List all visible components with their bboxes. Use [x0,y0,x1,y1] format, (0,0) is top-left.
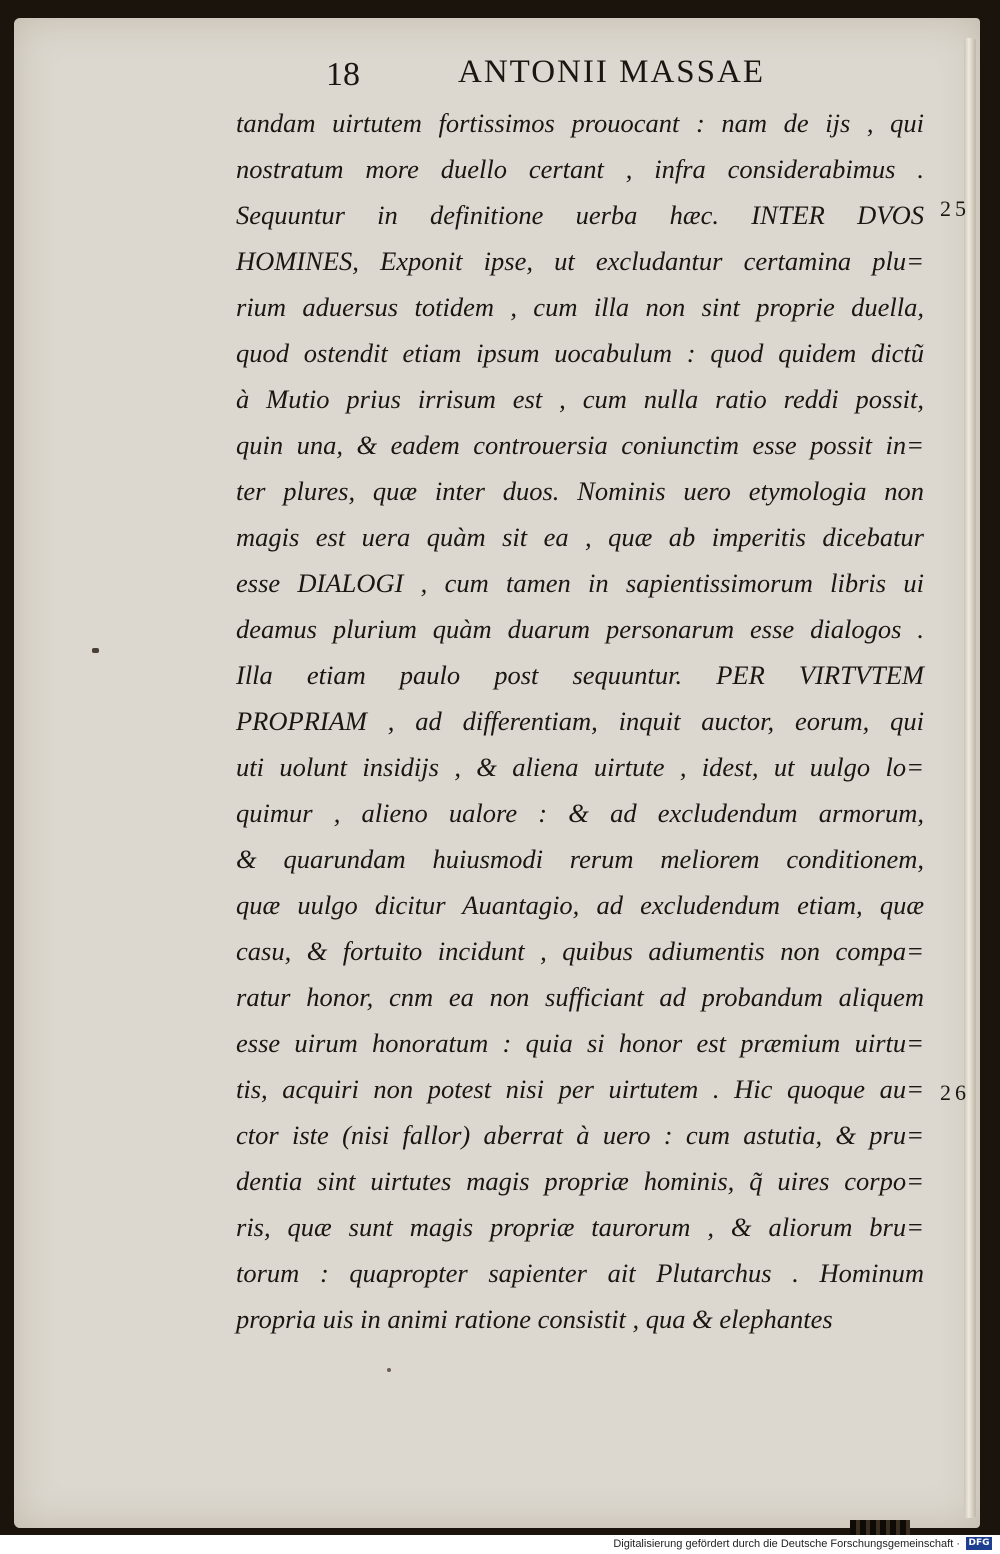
funding-credit: Digitalisierung gefördert durch die Deutsche Forschungsgemeinschaft · [613,1538,960,1550]
text-line: deamus plurium quàm duarum personarum esse dialogos . [236,614,924,644]
margin-note: 26 [940,1080,970,1105]
text-line: esse uirum honoratum : quia si honor est præmium uirtu= [236,1028,924,1058]
text-line: PROPRIAM , ad differentiam, inquit auctor, eorum, qui [236,706,924,736]
margin-note: 25 [940,196,970,221]
binding-thread [850,1520,910,1535]
text-line: dentia sint uirtutes magis propriæ hominis, q̃ uires corpo= [236,1166,924,1196]
text-line: propria uis in animi ratione consistit , qua & elephantes [236,1304,833,1334]
text-line: Illa etiam paulo post sequuntur. PER VIRTVTEM [236,660,924,690]
ink-speck [92,648,99,653]
text-line: ter plures, quæ inter duos. Nominis uero etymologia non [236,476,924,506]
body-text [236,100,924,1342]
text-line: HOMINES, Exponit ipse, ut excludantur certamina plu= [236,246,924,276]
text-line: esse DIALOGI , cum tamen in sapientissimorum libris ui [236,568,924,598]
text-line: quimur , alieno ualore : & ad excludendum armorum, [236,798,924,828]
digitization-footer [0,1535,1000,1554]
text-line: à Mutio prius irrisum est , cum nulla ratio reddi possit, [236,384,924,414]
text-line: ratur honor, cnm ea non sufficiant ad probandum aliquem [236,982,924,1012]
text-line: rium aduersus totidem , cum illa non sint proprie duella, [236,292,924,322]
text-line: quæ uulgo dicitur Auantagio, ad excludendum etiam, quæ [236,890,924,920]
text-line: torum : quapropter sapienter ait Plutarchus . Hominum [236,1258,924,1288]
text-line: magis est uera quàm sit ea , quæ ab imperitis dicebatur [236,522,924,552]
text-line: quin una, & eadem controuersia coniunctim esse possit in= [236,430,924,460]
dfg-logo-icon: DFG [966,1537,992,1550]
page-edge [964,38,976,1518]
ink-speck [387,1368,391,1372]
running-head [0,50,1000,98]
text-line: uti uolunt insidijs , & aliena uirtute , idest, ut uulgo lo= [236,752,924,782]
text-line: Sequuntur in definitione uerba hæc. INTER DVOS [236,200,924,230]
text-line: casu, & fortuito incidunt , quibus adiumentis non compa= [236,936,924,966]
text-line: tis, acquiri non potest nisi per uirtutem . Hic quoque au= [236,1074,924,1104]
text-line: ris, quæ sunt magis propriæ taurorum , & aliorum bru= [236,1212,924,1242]
text-line: ctor iste (nisi fallor) aberrat à uero : cum astutia, & pru= [236,1120,924,1150]
text-line: quod ostendit etiam ipsum uocabulum : quod quidem dictũ [236,338,924,368]
running-title: ANTONII MASSAE [458,54,765,90]
page-number: 18 [326,56,360,93]
text-line: nostratum more duello certant , infra considerabimus . [236,154,924,184]
text-line: tandam uirtutem fortissimos prouocant : nam de ijs , qui [236,108,924,138]
text-line: & quarundam huiusmodi rerum meliorem conditionem, [236,844,924,874]
